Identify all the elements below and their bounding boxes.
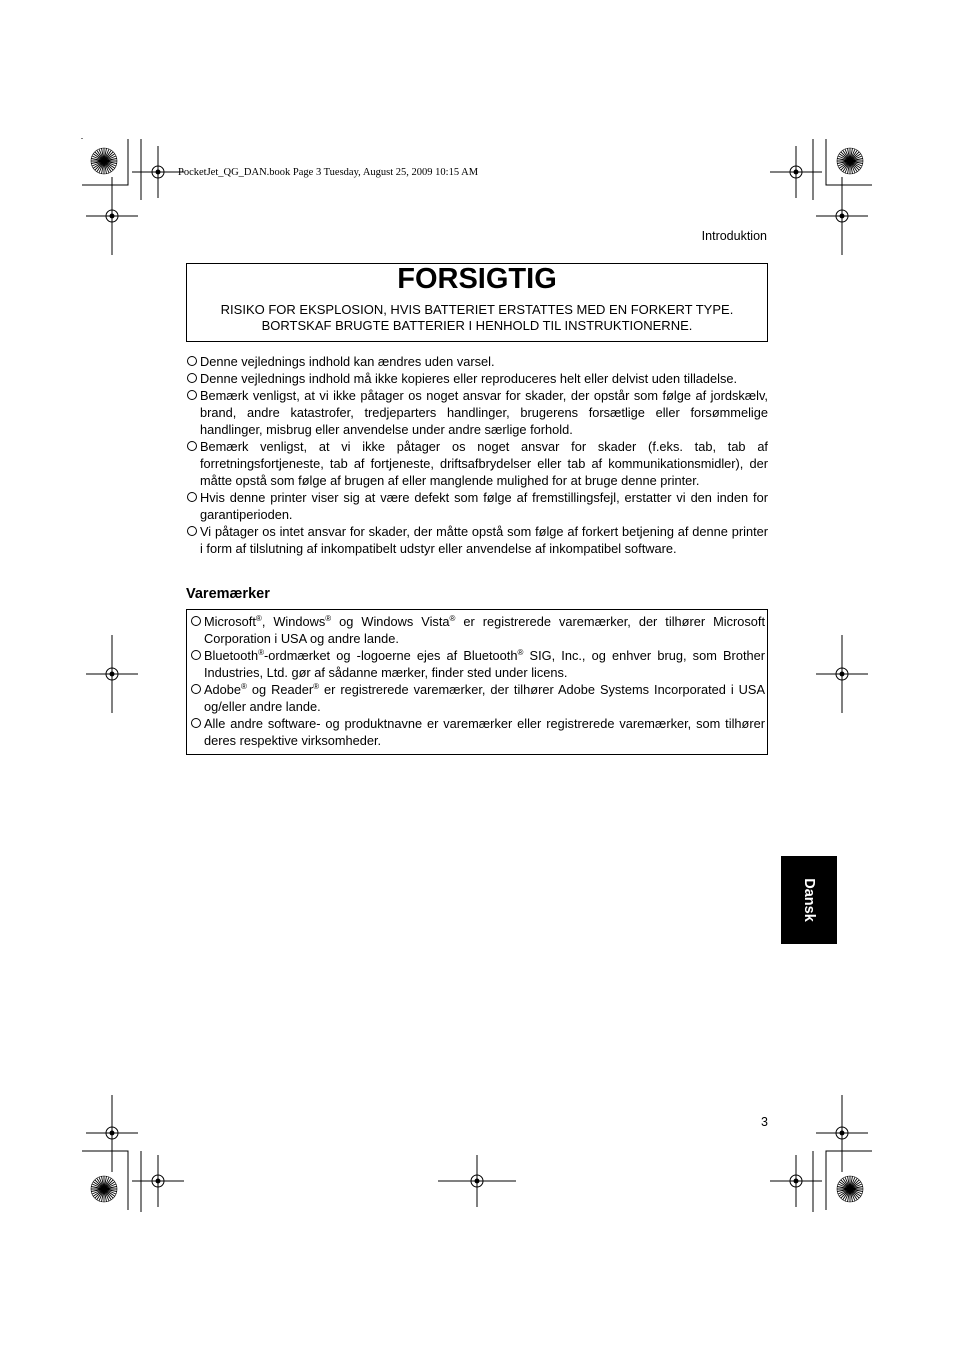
caution-title: FORSIGTIG — [397, 263, 557, 295]
notice-item: Bemærk venligst, at vi ikke påtager os noget ansvar for skader (f.eks. tab, tab af forretningsfortjeneste, tab af fortjeneste, driftsafbrydelser eller tab af kommunikationsmidler), der måtte opstå som følge af brugen af eller manglende mulighed for at bruge denne printer. — [187, 438, 768, 489]
circle-bullet-icon — [191, 616, 201, 626]
page-number: 3 — [761, 1115, 768, 1129]
language-tab — [781, 856, 837, 944]
circle-bullet-icon — [191, 718, 201, 728]
trademark-item: Microsoft®, Windows® og Windows Vista® er registrerede varemærker, der tilhører Microsoft Corporation i USA og andre lande. — [191, 613, 765, 647]
notice-item: Hvis denne printer viser sig at være defekt som følge af fremstillingsfejl, erstatter vi den inden for garantiperioden. — [187, 489, 768, 523]
caution-line-1: RISIKO FOR EKSPLOSION, HVIS BATTERIET ERSTATTES MED EN FORKERT TYPE. — [220, 302, 734, 317]
registered-mark: ® — [449, 614, 456, 623]
registered-mark: ® — [241, 682, 247, 691]
circle-bullet-icon — [187, 492, 197, 502]
notice-item: Denne vejlednings indhold må ikke kopieres eller reproduceres helt eller delvist uden tilladelse. — [187, 370, 768, 387]
circle-bullet-icon — [187, 441, 197, 451]
trademarks-heading: Varemærker — [186, 586, 270, 602]
trademark-item: Adobe® og Reader® er registrerede varemærker, der tilhører Adobe Systems Incorporated i USA og/eller andre lande. — [191, 681, 765, 715]
circle-bullet-icon — [187, 390, 197, 400]
notice-list — [187, 353, 768, 557]
circle-bullet-icon — [191, 684, 201, 694]
registered-mark: ® — [313, 682, 319, 691]
registered-mark: ® — [255, 614, 262, 623]
registered-mark: ® — [258, 648, 264, 657]
language-tab-label: Dansk — [801, 878, 817, 922]
trademarks-box — [186, 609, 768, 755]
book-file-info: PocketJet_QG_DAN.book Page 3 Tuesday, August 25, 2009 10:15 AM — [178, 167, 479, 178]
trademarks-list — [191, 613, 765, 749]
trademark-item: Bluetooth®-ordmærket og -logoerne ejes af Bluetooth® SIG, Inc., og enhver brug, som Brother Industries, Ltd. gør af sådanne mærker, finder sted under licens. — [191, 647, 765, 681]
registered-mark: ® — [325, 614, 332, 623]
circle-bullet-icon — [187, 356, 197, 366]
circle-bullet-icon — [187, 373, 197, 383]
notice-item: Vi påtager os intet ansvar for skader, der måtte opstå som følge af forkert betjening af denne printer i form af tilslutning af inkompatibelt udstyr eller anvendelse af inkompatibel software. — [187, 523, 768, 557]
circle-bullet-icon — [187, 526, 197, 536]
notice-item: Bemærk venligst, at vi ikke påtager os noget ansvar for skader, der opstår som følge af jordskælv, brand, andre katastrofer, tredjeparters handlinger, brugerens forsætlige eller forsømmelige handlinger, misbrug eller anvendelse under andre særlige forhold. — [187, 387, 768, 438]
circle-bullet-icon — [191, 650, 201, 660]
registered-mark: ® — [517, 648, 524, 657]
section-title: Introduktion — [701, 229, 767, 243]
caution-line-2: BORTSKAF BRUGTE BATTERIER I HENHOLD TIL INSTRUKTIONERNE. — [261, 318, 693, 333]
trademark-item: Alle andre software- og produktnavne er varemærker eller registrerede varemærker, som tilhører deres respektive virksomheder. — [191, 715, 765, 749]
caution-box — [186, 263, 768, 342]
notice-item: Denne vejlednings indhold kan ændres uden varsel. — [187, 353, 768, 370]
